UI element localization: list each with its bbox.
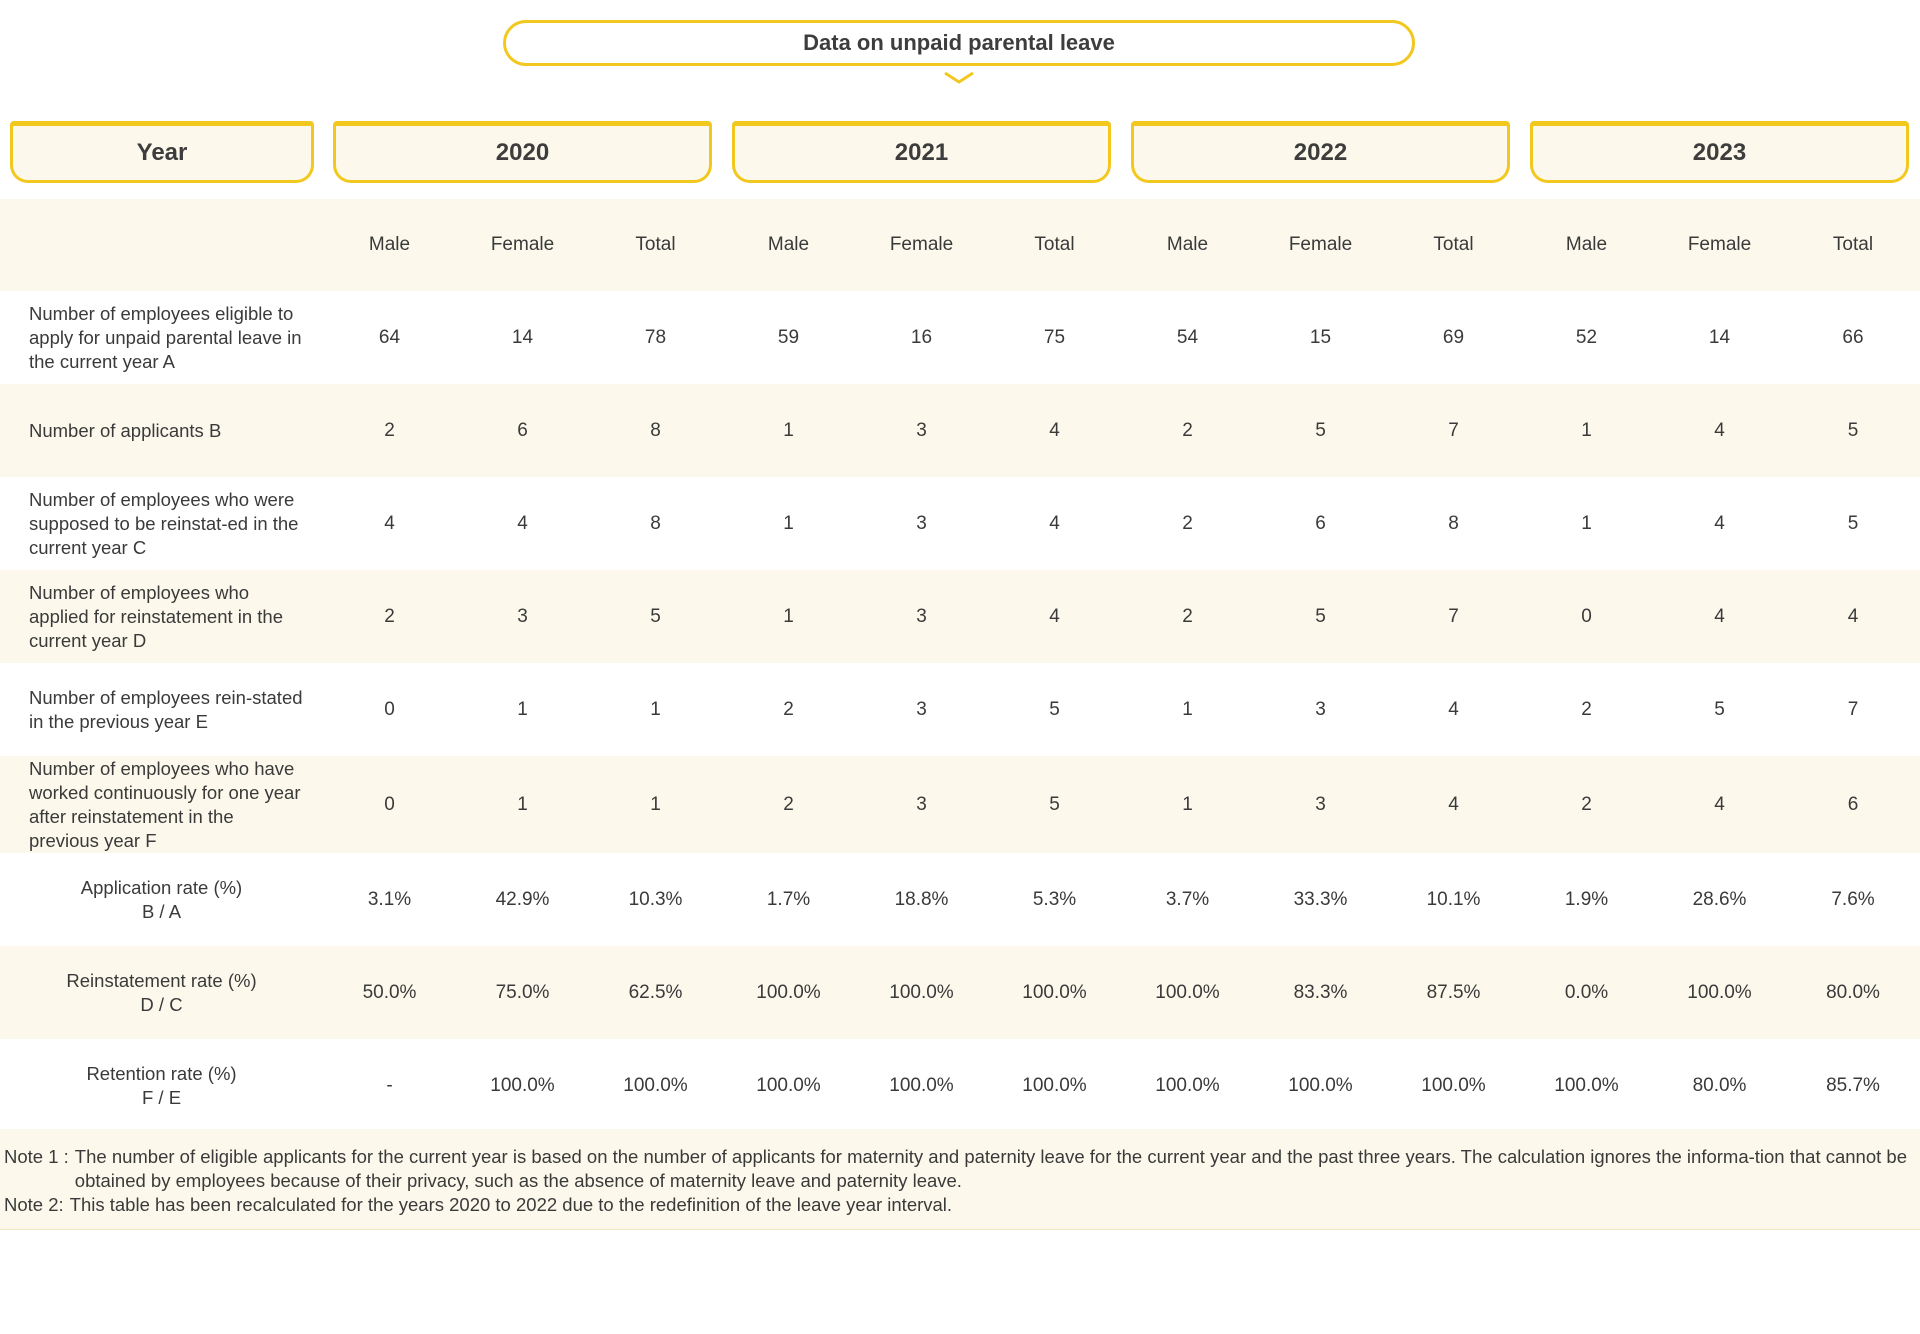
table-cell: 7 bbox=[1387, 570, 1520, 663]
year-header-2023: 2023 bbox=[1530, 121, 1909, 183]
row-label bbox=[0, 1039, 323, 1132]
empty-header-cell bbox=[0, 199, 323, 291]
table-row bbox=[0, 570, 1920, 663]
table-cell: 6 bbox=[1786, 756, 1920, 853]
subheader-cell: Female bbox=[456, 199, 589, 291]
table-cell: 7 bbox=[1847, 698, 1859, 720]
table-cell: 4 bbox=[1448, 698, 1459, 720]
subheader-cell: Female bbox=[1653, 199, 1786, 291]
table-cell: 0.0% bbox=[1520, 946, 1653, 1039]
note-1 bbox=[4, 1145, 1916, 1193]
table-row bbox=[0, 663, 1920, 756]
table-cell: 2 bbox=[1581, 698, 1592, 720]
table-cell: 2 bbox=[722, 756, 855, 853]
table-cell: 100.0% bbox=[889, 1074, 954, 1096]
table-cell: 28.6% bbox=[1692, 888, 1747, 910]
row-label-text: Number of employees eligible to apply for unpaid parental leave in the current year A bbox=[29, 302, 302, 372]
table-cell: 3 bbox=[456, 570, 589, 663]
table-cell: 3 bbox=[855, 570, 988, 663]
table-cell: 6 bbox=[1315, 512, 1326, 534]
table-cell: 50.0% bbox=[323, 946, 456, 1039]
table-cell: 5 bbox=[1049, 698, 1060, 720]
table-cell: 4 bbox=[1714, 512, 1725, 534]
row-label-text: Number of applicants B bbox=[29, 419, 222, 441]
subheader-cell: Male bbox=[722, 199, 855, 291]
row-label-text: Number of employees who have worked continuously for one year after reinstatement in the previous year F bbox=[29, 757, 301, 851]
table-cell: 1 bbox=[1121, 756, 1254, 853]
table-cell: 16 bbox=[910, 326, 933, 348]
table-cell: 1 bbox=[783, 512, 794, 534]
table-cell: 64 bbox=[378, 326, 401, 348]
row-label bbox=[0, 756, 323, 853]
table-cell: 100.0% bbox=[1022, 1074, 1087, 1096]
table-cell: 3.7% bbox=[1165, 888, 1210, 910]
table-cell: 52 bbox=[1575, 326, 1598, 348]
table-cell: 2 bbox=[1520, 756, 1653, 853]
table-cell: 100.0% bbox=[1155, 1074, 1220, 1096]
table-cell: 100.0% bbox=[1554, 1074, 1619, 1096]
table-cell: 3 bbox=[916, 698, 927, 720]
table-cell: 4 bbox=[1653, 756, 1786, 853]
table-cell: 3.1% bbox=[367, 888, 412, 910]
table-cell: 4 bbox=[1387, 756, 1520, 853]
table-cell: 1 bbox=[1182, 698, 1193, 720]
table-cell: 4 bbox=[988, 570, 1121, 663]
year-header-2020: 2020 bbox=[333, 121, 712, 183]
table-cell: 2 bbox=[783, 698, 794, 720]
table-cell: 15 bbox=[1309, 326, 1332, 348]
row-label bbox=[0, 853, 323, 946]
row-label bbox=[0, 291, 323, 384]
table-cell: 100.0% bbox=[855, 946, 988, 1039]
table-cell: 5 bbox=[1786, 384, 1920, 477]
subheader-cell: Total bbox=[1387, 199, 1520, 291]
table-notes bbox=[0, 1129, 1920, 1230]
table-cell: 14 bbox=[511, 326, 534, 348]
table-row bbox=[0, 1039, 1920, 1132]
table-row bbox=[0, 946, 1920, 1039]
table-cell: 8 bbox=[589, 384, 722, 477]
table-row bbox=[0, 477, 1920, 570]
table-cell: 0 bbox=[384, 698, 395, 720]
table-cell: 8 bbox=[650, 512, 661, 534]
table-cell: 10.3% bbox=[628, 888, 683, 910]
table-cell: 5 bbox=[1254, 570, 1387, 663]
table-cell: 1 bbox=[722, 570, 855, 663]
table-row bbox=[0, 853, 1920, 946]
note-2-key: Note 2: bbox=[4, 1194, 64, 1215]
table-cell: 33.3% bbox=[1293, 888, 1348, 910]
table-cell: 100.0% bbox=[1288, 1074, 1353, 1096]
table-row bbox=[0, 756, 1920, 853]
note-1-text: The number of eligible applicants for the current year is based on the number of applicants for maternity and paternity leave for the current year and the past three years. The calculation ignores the informa-tion that cannot be obtained by employees because of their privacy, such as the absence of maternity leave and paternity leave. bbox=[74, 1146, 1907, 1191]
table-cell: 75.0% bbox=[456, 946, 589, 1039]
table-cell: 0 bbox=[1520, 570, 1653, 663]
table-cell: 62.5% bbox=[589, 946, 722, 1039]
table-cell: 78 bbox=[644, 326, 667, 348]
subheader-cell: Male bbox=[323, 199, 456, 291]
table-cell: 1.9% bbox=[1564, 888, 1609, 910]
table-cell: 66 bbox=[1842, 326, 1864, 348]
table-cell: 1 bbox=[517, 698, 528, 720]
table-cell: 100.0% bbox=[988, 946, 1121, 1039]
table-cell: 2 bbox=[323, 570, 456, 663]
subheader-row bbox=[0, 199, 1920, 291]
table-cell: 1 bbox=[722, 384, 855, 477]
table-cell: 2 bbox=[1121, 570, 1254, 663]
row-label-text: Retention rate (%) bbox=[86, 1062, 237, 1084]
table-cell: 0 bbox=[323, 756, 456, 853]
table-cell: 80.0% bbox=[1692, 1074, 1747, 1096]
table-cell: 100.0% bbox=[490, 1074, 555, 1096]
table-cell: 54 bbox=[1176, 326, 1199, 348]
table-cell: 75 bbox=[1043, 326, 1066, 348]
table-cell: 1 bbox=[1520, 384, 1653, 477]
table-cell: 87.5% bbox=[1387, 946, 1520, 1039]
table-cell: 59 bbox=[777, 326, 800, 348]
table-cell: 7 bbox=[1387, 384, 1520, 477]
table-cell: 5 bbox=[589, 570, 722, 663]
table-cell: 4 bbox=[988, 384, 1121, 477]
row-label bbox=[0, 477, 323, 570]
subheader-cell: Total bbox=[988, 199, 1121, 291]
subheader-cell: Male bbox=[1520, 199, 1653, 291]
row-label bbox=[0, 570, 323, 663]
table-cell: 1.7% bbox=[766, 888, 811, 910]
table-cell: 1 bbox=[1581, 512, 1592, 534]
subheader-cell: Male bbox=[1121, 199, 1254, 291]
table-cell: 7.6% bbox=[1831, 888, 1875, 910]
table-title: Data on unpaid parental leave bbox=[503, 20, 1415, 66]
table-cell: 4 bbox=[1049, 512, 1060, 534]
row-label-text: Number of employees rein-stated in the previous year E bbox=[29, 686, 303, 732]
year-header-2022: 2022 bbox=[1131, 121, 1510, 183]
table-cell: 4 bbox=[384, 512, 395, 534]
table-cell: 8 bbox=[1448, 512, 1459, 534]
table-cell: 4 bbox=[1653, 570, 1786, 663]
table-cell: 3 bbox=[1254, 756, 1387, 853]
table-cell: 6 bbox=[456, 384, 589, 477]
table-cell: 3 bbox=[855, 756, 988, 853]
row-label bbox=[0, 946, 323, 1039]
row-formula: F / E bbox=[141, 1086, 182, 1108]
year-header-2021: 2021 bbox=[732, 121, 1111, 183]
note-2 bbox=[4, 1193, 1916, 1217]
table-cell: 4 bbox=[1786, 570, 1920, 663]
table-cell: 5 bbox=[1714, 698, 1725, 720]
table-cell: 100.0% bbox=[623, 1074, 688, 1096]
table-cell: 100.0% bbox=[1421, 1074, 1486, 1096]
table-cell: 100.0% bbox=[1121, 946, 1254, 1039]
subheader-cell: Female bbox=[855, 199, 988, 291]
row-label bbox=[0, 663, 323, 756]
table-row bbox=[0, 291, 1920, 384]
table-cell: 69 bbox=[1442, 326, 1465, 348]
table-cell: 1 bbox=[456, 756, 589, 853]
row-label-text: Reinstatement rate (%) bbox=[66, 969, 257, 991]
table-cell: 5.3% bbox=[1032, 888, 1077, 910]
row-label-text: Number of employees who applied for reinstatement in the current year D bbox=[29, 581, 284, 651]
table-cell: 3 bbox=[916, 512, 927, 534]
row-label-text: Application rate (%) bbox=[80, 876, 243, 898]
table-cell: 83.3% bbox=[1254, 946, 1387, 1039]
table-cell: 5 bbox=[1847, 512, 1859, 534]
row-formula: D / C bbox=[140, 993, 183, 1015]
table-cell: 1 bbox=[589, 756, 722, 853]
table-cell: 2 bbox=[323, 384, 456, 477]
table-cell: 85.7% bbox=[1826, 1074, 1880, 1096]
table-cell: 100.0% bbox=[1653, 946, 1786, 1039]
table-cell: 14 bbox=[1708, 326, 1731, 348]
table-cell: 100.0% bbox=[722, 946, 855, 1039]
table-cell: 2 bbox=[1182, 512, 1193, 534]
table-row bbox=[0, 384, 1920, 477]
table-cell: 5 bbox=[1254, 384, 1387, 477]
table-cell: 18.8% bbox=[894, 888, 949, 910]
note-2-text: This table has been recalculated for the years 2020 to 2022 due to the redefinition of the leave year interval. bbox=[69, 1194, 953, 1215]
row-label bbox=[0, 384, 323, 477]
table-cell: 1 bbox=[650, 698, 661, 720]
subheader-cell: Female bbox=[1254, 199, 1387, 291]
year-label-header: Year bbox=[10, 121, 314, 183]
note-1-key: Note 1 : bbox=[4, 1146, 69, 1167]
subheader-cell: Total bbox=[589, 199, 722, 291]
table-cell: 2 bbox=[1121, 384, 1254, 477]
table-cell: - bbox=[386, 1074, 393, 1096]
row-formula: B / A bbox=[141, 900, 182, 922]
parental-leave-table bbox=[0, 199, 1920, 1132]
table-cell: 4 bbox=[1653, 384, 1786, 477]
table-cell: 80.0% bbox=[1786, 946, 1920, 1039]
subheader-cell: Total bbox=[1786, 199, 1920, 291]
table-cell: 42.9% bbox=[495, 888, 550, 910]
row-label-text: Number of employees who were supposed to be reinstat-ed in the current year C bbox=[29, 488, 299, 558]
table-cell: 100.0% bbox=[756, 1074, 821, 1096]
table-cell: 3 bbox=[1315, 698, 1326, 720]
table-cell: 10.1% bbox=[1426, 888, 1481, 910]
table-cell: 5 bbox=[988, 756, 1121, 853]
table-cell: 3 bbox=[855, 384, 988, 477]
chevron-down-icon bbox=[943, 70, 975, 86]
table-cell: 4 bbox=[517, 512, 528, 534]
